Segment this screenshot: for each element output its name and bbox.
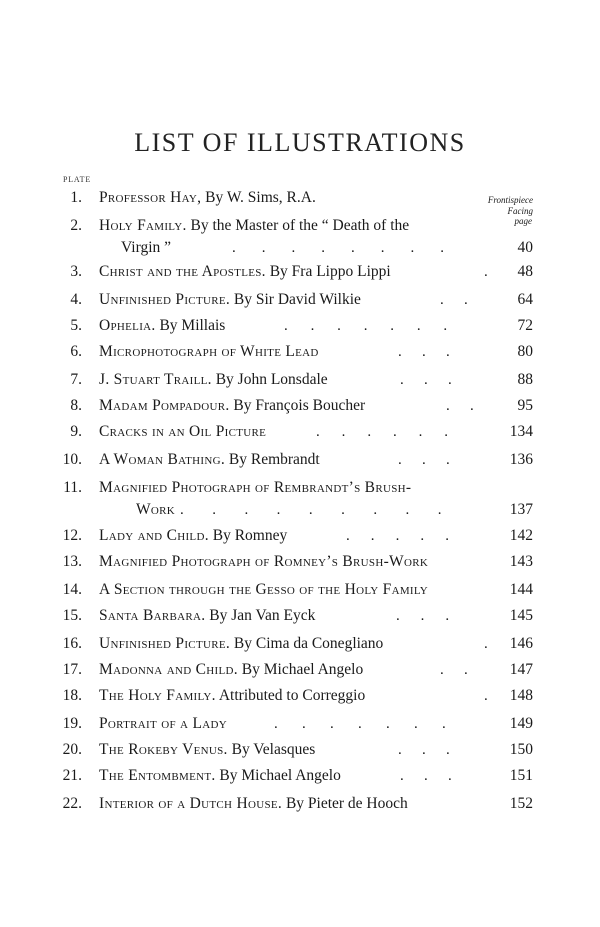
frontispiece-note: Frontispiece [487,195,533,205]
dot-leader: . . . [396,608,450,624]
plate-number: 11. [63,479,82,496]
list-item [58,794,538,814]
illustration-name: Magnified Photograph of Rembrandt’s Brush- [99,479,412,496]
illustration-title [99,552,428,572]
illustration-name: Magnified Photograph of Romney’s Brush-Work [99,553,429,570]
illustration-title-continuation: Work [136,501,176,518]
dot-leader: . [484,636,488,652]
illustration-name: Madam Pompadour. [99,397,230,414]
illustration-artist: By Cima da Conegliano [230,635,384,652]
illustration-title [99,316,225,336]
illustration-name: A Section through the Gesso of the Holy Family [99,581,429,598]
dot-leader: . . . . . . . . [232,240,444,256]
list-item [58,766,538,786]
illustration-name: Cracks in an Oil Picture [99,423,267,440]
list-item [58,478,538,498]
illustration-name: J. Stuart Traill. [99,371,212,388]
list-item [58,686,538,706]
page-number: 64 [517,291,533,308]
illustration-artist: By Pieter de Hooch [282,795,408,812]
illustration-title [99,766,341,786]
list-item [58,740,538,760]
illustration-name: The Holy Family. [99,687,216,704]
page-number: 147 [509,661,533,678]
dot-leader: . . [446,398,474,414]
plate-number: 2. [70,217,82,234]
illustration-name: Professor Hay, [99,189,202,206]
page-number: 144 [509,581,533,598]
page-number: 134 [509,423,533,440]
dot-leader: . . [440,662,468,678]
dot-leader: . [484,264,488,280]
list-item [58,552,538,572]
dot-leader: . . . . . . [316,424,449,440]
list-item [58,526,538,546]
illustration-artist: By François Boucher [229,397,366,414]
page-number: 88 [517,371,533,388]
illustration-name: Portrait of a Lady [99,715,227,732]
illustration-name: Interior of a Dutch House. [99,795,283,812]
plate-number: 12. [62,527,82,544]
illustration-title-continuation: Virgin ” [121,239,172,256]
dot-leader: . . [440,292,468,308]
plate-number: 14. [62,581,82,598]
list-item [58,342,538,362]
plate-number: 10. [62,451,82,468]
plate-number: 22. [62,795,82,812]
plate-number: 3. [70,263,82,280]
plate-number: 13. [62,553,82,570]
plate-number: 4. [70,291,82,308]
illustration-name: Lady and Child. [99,527,209,544]
list-item [58,188,538,208]
list-item [58,580,538,600]
illustration-name: Microphotograph of White Lead [99,343,319,360]
illustration-artist: By John Lonsdale [211,371,328,388]
illustration-artist: By the Master of the “ Death of the [186,217,410,234]
illustration-title [99,422,266,442]
plate-number: 8. [70,397,82,414]
page-number: 142 [509,527,533,544]
illustration-title [99,580,428,600]
illustration-name: Christ and the Apostles. [99,263,266,280]
illustration-title [99,606,315,626]
dot-leader: . . . . . . . [274,716,446,732]
illustration-title [99,526,287,546]
page-number: 149 [509,715,533,732]
page-number: 148 [509,687,533,704]
plate-number: 9. [70,423,82,440]
page-number: 80 [517,343,533,360]
plate-number: 20. [62,741,82,758]
dot-leader: . . . . . . . [284,318,448,334]
page-number: 151 [509,767,533,784]
plate-number: 15. [62,607,82,624]
illustration-artist: By Rembrandt [225,451,320,468]
page-number: 40 [517,239,533,256]
list-item [58,634,538,654]
plate-column-header: PLATE [63,175,91,184]
list-item [58,216,538,236]
illustration-artist: Attributed to Correggio [215,687,366,704]
illustration-artist: By Millais [155,317,226,334]
illustration-artist: By Romney [208,527,288,544]
page-number: 95 [517,397,533,414]
page-number: 137 [509,501,533,518]
dot-leader: . . . . . [346,528,449,544]
illustration-title [99,450,320,470]
list-item [58,606,538,626]
illustration-artist: By Velasques [227,741,316,758]
facing-note: Facing [507,206,533,216]
illustration-artist: By Fra Lippo Lippi [265,263,391,280]
illustration-title [99,714,227,734]
illustration-artist: By Michael Angelo [237,661,364,678]
page-title: LIST OF ILLUSTRATIONS [134,128,466,157]
plate-number: 6. [70,343,82,360]
illustration-artist: By Sir David Wilkie [230,291,361,308]
illustration-name: Ophelia. [99,317,156,334]
illustration-title [99,686,365,706]
dot-leader: . . . [400,372,452,388]
plate-number: 18. [62,687,82,704]
page-number: 136 [509,451,533,468]
list-item [58,422,538,442]
illustration-artist: By W. Sims, R.A. [201,189,316,206]
illustration-title [99,396,365,416]
illustration-name: Holy Family. [99,217,187,234]
illustration-title [99,794,408,814]
illustration-artist: By Michael Angelo [215,767,341,784]
plate-number: 21. [62,767,82,784]
list-item [58,370,538,390]
illustration-title [99,342,319,362]
plate-number: 1. [70,189,82,206]
page-number: 72 [517,317,533,334]
illustration-title [99,660,363,680]
page-number: 145 [509,607,533,624]
list-item [58,450,538,470]
illustration-title [99,262,391,282]
plate-number: 7. [70,371,82,388]
dot-leader: . . . [398,344,450,360]
page-number: 150 [509,741,533,758]
dot-leader: . . . [400,768,452,784]
illustration-title [99,634,383,654]
illustration-title [99,216,409,236]
dot-leader: . [484,688,488,704]
page-number: 48 [517,263,533,280]
page-number: 152 [509,795,533,812]
dot-leader: . . . [398,452,450,468]
dot-leader: . . . . . . . . . [180,502,442,518]
dot-leader: . . . [398,742,450,758]
illustration-name: A Woman Bathing. [99,451,226,468]
page-number: 143 [509,553,533,570]
plate-number: 17. [62,661,82,678]
plate-number: 5. [70,317,82,334]
illustration-title [99,478,411,498]
illustration-artist: By Jan Van Eyck [205,607,316,624]
list-item [58,262,538,282]
illustration-name: Unfinished Picture. [99,291,231,308]
page-note: page [514,216,532,226]
illustration-name: Unfinished Picture. [99,635,231,652]
illustration-name: The Entombment. [99,767,216,784]
illustration-name: Madonna and Child. [99,661,238,678]
illustration-title [99,188,316,208]
illustration-name: The Rokeby Venus. [99,741,228,758]
plate-number: 19. [62,715,82,732]
illustration-title [99,370,328,390]
illustration-name: Santa Barbara. [99,607,206,624]
plate-number: 16. [62,635,82,652]
page-number: 146 [509,635,533,652]
illustration-title [99,740,315,760]
illustration-title [99,290,361,310]
